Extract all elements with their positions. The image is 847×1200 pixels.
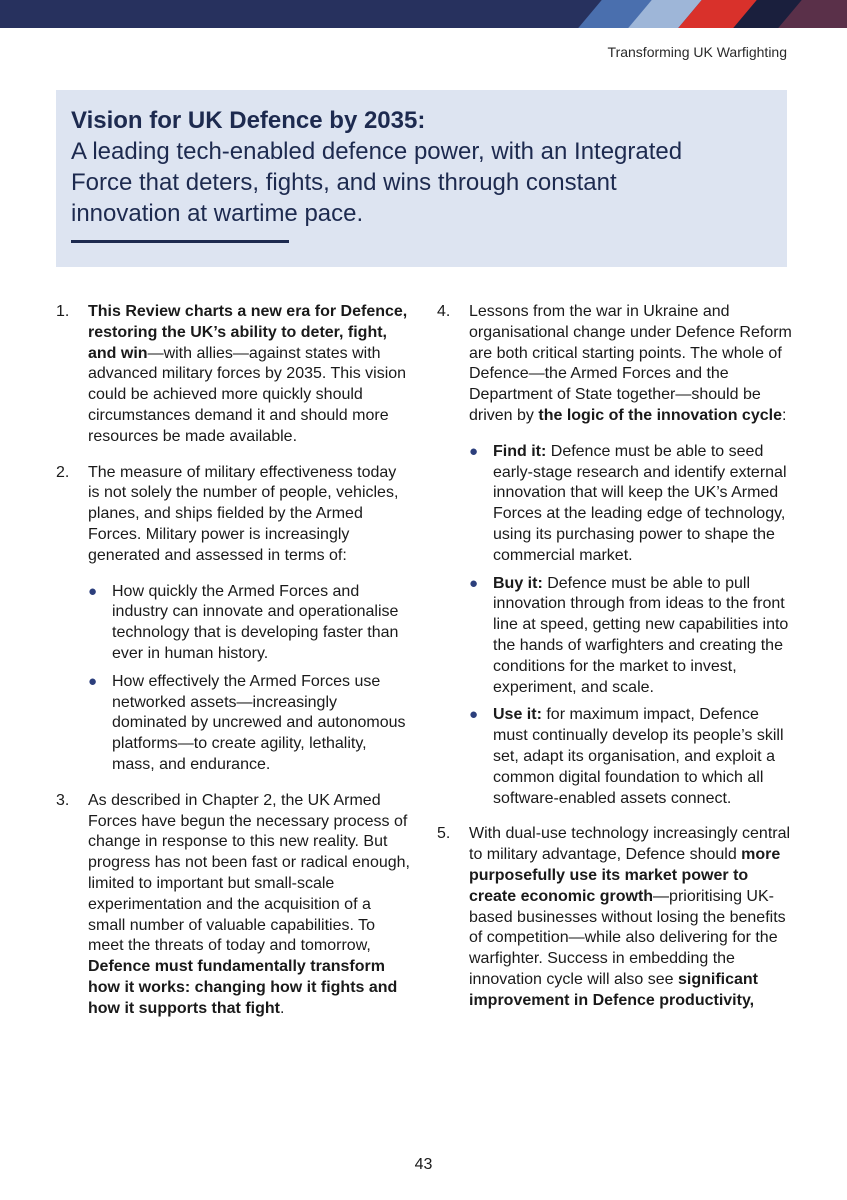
bullet-text: Defence must be able to seed early-stage research and identify external innovation that will keep the UK’s Armed Forces at the leading edge of technology, using its purchasing power to shape the commercial market. [493,442,787,564]
bullet-dot-icon: ● [88,672,98,690]
list-item [437,442,793,567]
list-item [56,672,411,776]
bullet-label: Use it: [493,706,542,724]
paragraph-3 [56,791,411,1020]
paragraph-5 [437,824,793,1011]
paragraph-number: 5. [437,825,451,843]
bullet-text: How effectively the Armed Forces use networked assets—increasingly dominated by uncrewed and autonomous platforms—to create agility, lethality, mass, and endurance. [112,672,406,773]
bullet-text: Defence must be able to pull innovation through from ideas to the front line at speed, getting new capabilities into the hands of warfighters and creating the conditions for the market to invest, experiment, and scale. [493,574,789,696]
bullet-dot-icon: ● [469,574,479,592]
list-item [56,582,411,665]
body-text: : [781,406,787,424]
body-text: With dual-use technology increasingly central to military advantage, Defence should [469,825,791,864]
vision-callout [56,90,787,267]
bullet-dot-icon: ● [88,582,98,600]
bullet-label: Buy it: [493,574,543,592]
paragraph-number: 2. [56,463,70,481]
running-header: Transforming UK Warfighting [607,44,787,60]
left-column [56,302,411,1035]
paragraph-1 [56,302,411,448]
vision-line-3: innovation at wartime pace. [71,200,364,227]
vision-title: Vision for UK Defence by 2035: [71,107,426,134]
bold-text: more purposefully use its market power to create economic growth [469,846,781,905]
paragraph-4 [437,302,793,427]
bullet-dot-icon: ● [469,706,479,724]
paragraph-number: 3. [56,791,70,809]
body-text: . [279,999,285,1017]
right-column [437,302,793,1027]
bold-text: Defence must fundamentally transform how it works: changing how it fights and how it supports that fight [88,958,398,1017]
list-item [437,705,793,809]
body-text: The measure of military effectiveness today is not solely the number of people, vehicles, planes, and ships fielded by the Armed Forces. Military power is increasingly generated and assessed in terms of: [88,463,399,564]
bullet-list [437,442,793,810]
page-number: 43 [414,1156,433,1173]
vision-line-1: A leading tech-enabled defence power, with an Integrated [71,138,683,165]
bold-text: significant improvement in Defence productivity, [469,970,759,1009]
body-text: —with allies—against states with advanced military forces by 2035. This vision could be achieved more quickly should circumstances demand it and should more resources be made available. [88,344,407,445]
bullet-label: Find it: [493,442,547,460]
vision-line-2: Force that deters, fights, and wins through constant [71,169,617,196]
bullet-list [56,582,411,776]
body-text: Lessons from the war in Ukraine and organisational change under Defence Reform are both critical starting points. The whole of Defence—the Armed Forces and the Department of State together—should be driven by [469,303,792,424]
bullet-dot-icon: ● [469,442,479,460]
body-text: —prioritising UK-based businesses without losing the benefits of competition—while also delivering for the warfighter. Success in embedding the innovation cycle will also see [469,887,786,988]
vision-underline [71,240,289,243]
bullet-text: for maximum impact, Defence must continually develop its people’s skill set, adapt its organisation, and exploit a common digital foundation to which all software-enabled assets connect. [493,706,784,807]
bullet-text: How quickly the Armed Forces and industry can innovate and operationalise technology that is developing faster than ever in human history. [112,582,399,662]
list-item [437,574,793,699]
paragraph-number: 1. [56,303,70,320]
paragraph-number: 4. [437,303,451,320]
bold-text: the logic of the innovation cycle [538,406,782,424]
top-color-band [0,0,847,28]
body-text: As described in Chapter 2, the UK Armed Forces have begun the necessary process of change in response to this new reality. But progress has not been fast or radical enough, limited to important but small-scale experimentation and the acquisition of a small number of valuable capabilities. To meet the threats of today and tomorrow, [88,791,410,955]
bold-text: This Review charts a new era for Defence, restoring the UK’s ability to deter, fight, and win [88,303,408,362]
paragraph-2 [56,463,411,567]
